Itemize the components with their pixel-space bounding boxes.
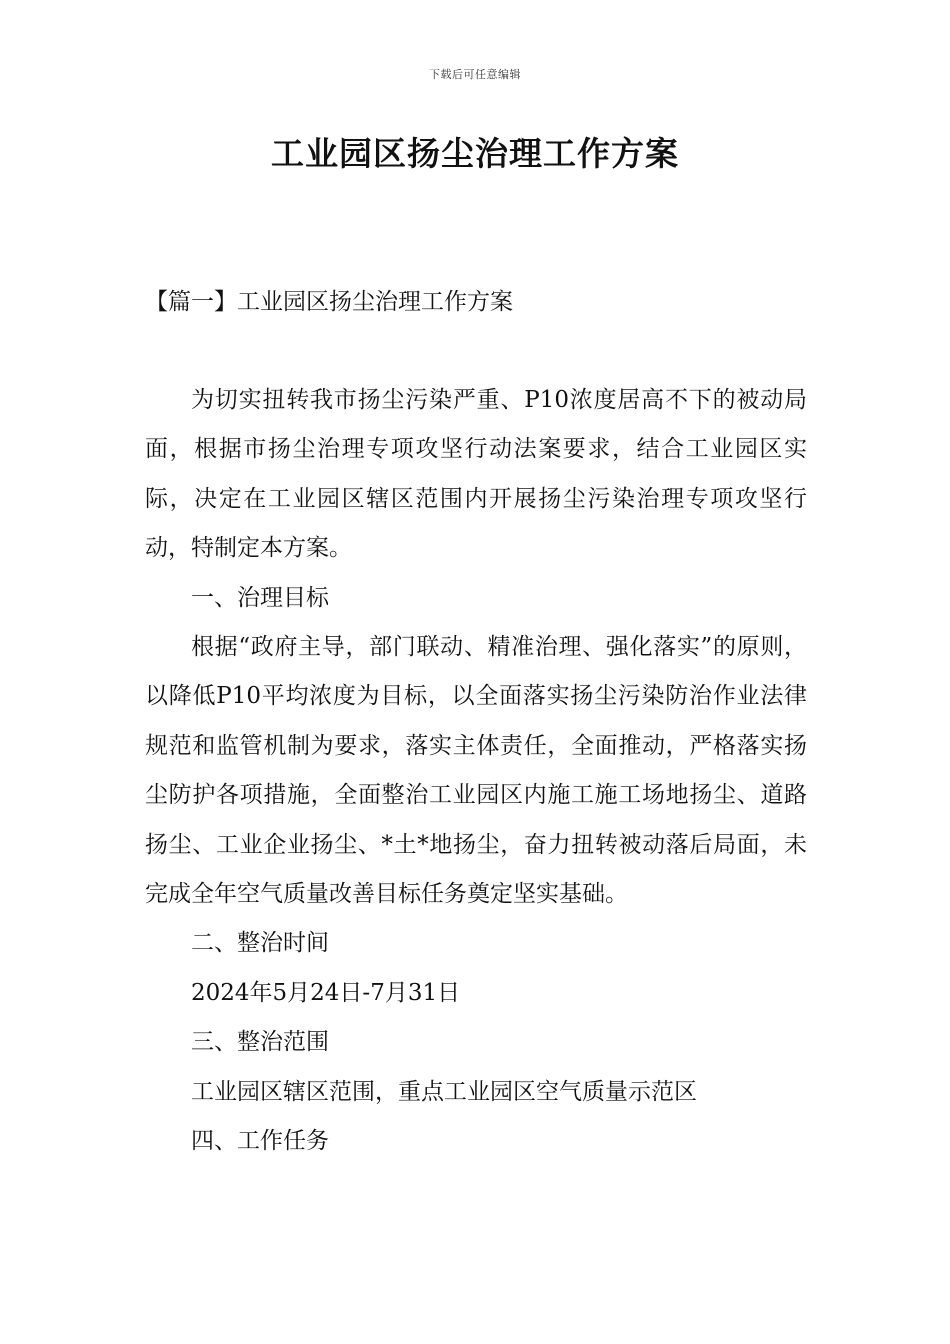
section-heading: 【篇一】工业园区扬尘治理工作方案 — [145, 289, 513, 315]
heading-governance-goal: 一、治理目标 — [191, 584, 329, 611]
header-note: 下载后可任意编辑 — [429, 68, 521, 81]
heading-rectification-time: 二、整治时间 — [191, 930, 329, 957]
goal-paragraph: 根据“政府主导，部门联动、精准治理、强化落实”的原则，以降低P10平均浓度为目标，以全面落实扬尘污染防治作业法律规范和监管机制为要求，落实主体责任，全面推动，严格落实扬尘防护各项措施，全面整治工业园区内施工施工场地扬尘、道路扬尘、工业企业扬尘、*土*地扬尘，奋力扭转被动落后局面，未完成全年空气质量改善目标任务奠定坚实基础。 — [145, 634, 807, 908]
scope-paragraph: 工业园区辖区范围，重点工业园区空气质量示范区 — [191, 1078, 697, 1105]
intro-paragraph: 为切实扭转我市扬尘污染严重、P10浓度居高不下的被动局面，根据市扬尘治理专项攻坚行动法案要求，结合工业园区实际，决定在工业园区辖区范围内开展扬尘污染治理专项攻坚行动，特制定本方案。 — [145, 387, 807, 562]
document-body — [145, 376, 807, 1167]
heading-rectification-scope: 三、整治范围 — [191, 1029, 329, 1056]
time-paragraph: 2024年5月24日-7月31日 — [191, 979, 461, 1006]
document-title: 工业园区扬尘治理工作方案 — [271, 134, 679, 173]
heading-work-tasks: 四、工作任务 — [191, 1128, 329, 1155]
